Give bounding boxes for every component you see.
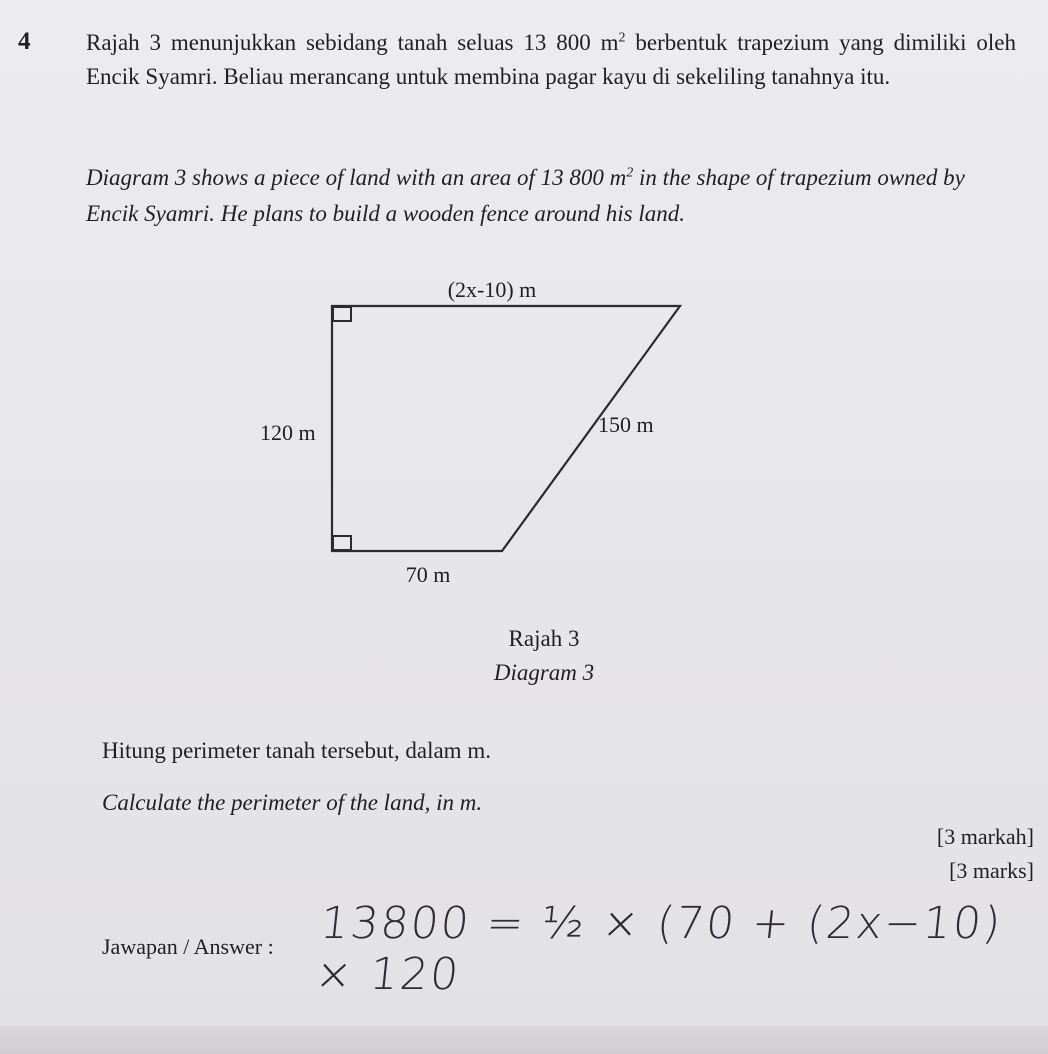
question-text-malay-end: berbentuk trapezium yang dimiliki oleh Encik Syamri. Beliau merancang untuk membina pagar kayu di sekeliling tanahnya itu. bbox=[86, 30, 1016, 89]
question-number: 4 bbox=[18, 28, 31, 55]
trapezium-diagram bbox=[240, 270, 700, 600]
right-angle-marker-top bbox=[333, 307, 351, 321]
question-text-english bbox=[86, 160, 1016, 232]
marks-malay: [3 markah] bbox=[936, 824, 1034, 849]
question-text-english-end: in the shape of trapezium owned by Encik Syamri. He plans to build a wooden fence around his land. bbox=[86, 165, 965, 226]
left-side-label: 120 m bbox=[260, 420, 316, 445]
answer-label: Jawapan / Answer : bbox=[102, 934, 274, 959]
english-superscript: 2 bbox=[626, 165, 634, 181]
diagram-caption-english: Diagram 3 bbox=[493, 660, 595, 685]
slant-side-label: 150 m bbox=[598, 412, 654, 437]
marks-english: [3 marks] bbox=[949, 858, 1034, 883]
question-text-english-start: Diagram 3 shows a piece of land with an area of 13 800 m bbox=[86, 165, 627, 190]
malay-superscript: 2 bbox=[618, 30, 626, 46]
right-angle-marker-bottom bbox=[333, 536, 351, 550]
question-text-malay bbox=[86, 26, 1016, 94]
top-side-label: (2x-10) m bbox=[447, 277, 537, 302]
question-text-malay-start: Rajah 3 menunjukkan sebidang tanah seluas 13 800 m bbox=[86, 30, 619, 55]
bottom-side-label: 70 m bbox=[405, 562, 451, 587]
handwritten-answer[interactable]: 13800 = ½ × (70 + (2x−10) × 120 bbox=[312, 898, 1005, 1000]
instruction-english: Calculate the perimeter of the land, in m. bbox=[102, 790, 483, 815]
instruction-malay: Hitung perimeter tanah tersebut, dalam m. bbox=[102, 738, 491, 763]
page-bottom-edge bbox=[0, 1026, 1048, 1054]
diagram-caption-malay: Rajah 3 bbox=[508, 626, 580, 651]
